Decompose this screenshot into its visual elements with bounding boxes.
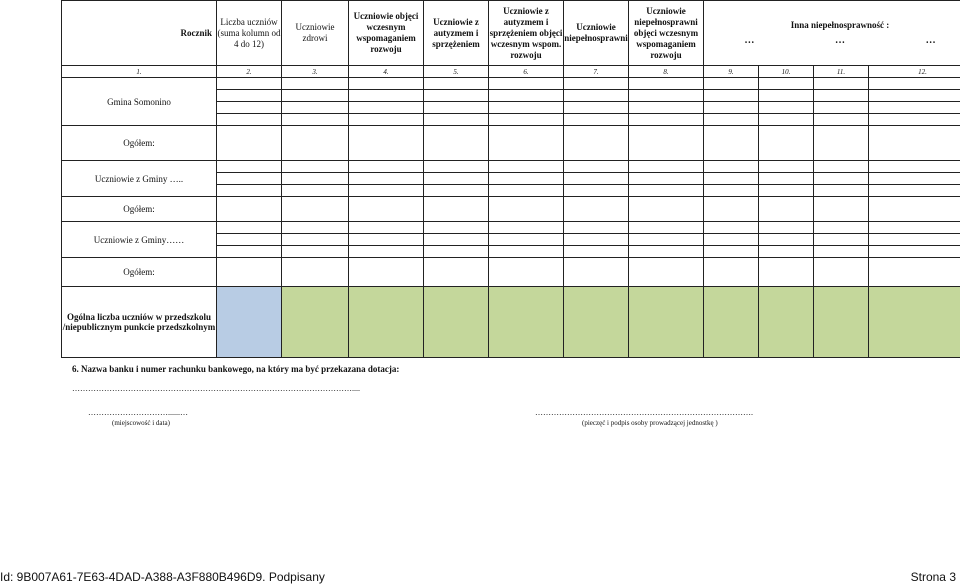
table-cell[interactable] bbox=[704, 197, 759, 222]
table-cell[interactable] bbox=[814, 161, 869, 173]
table-cell[interactable] bbox=[424, 126, 489, 161]
column-numbers-row bbox=[62, 66, 960, 78]
table-cell[interactable] bbox=[349, 114, 424, 126]
table-cell[interactable] bbox=[629, 197, 704, 222]
table-cell[interactable] bbox=[869, 258, 960, 287]
table-cell[interactable] bbox=[629, 126, 704, 161]
bank-dots: …………………………………………………………………………………………….... bbox=[72, 384, 360, 393]
table-cell[interactable] bbox=[564, 222, 629, 234]
signature-dots: ………………………………………………………………………. bbox=[535, 408, 753, 417]
table-cell[interactable] bbox=[349, 173, 424, 185]
table-cell[interactable] bbox=[424, 114, 489, 126]
table-cell[interactable] bbox=[349, 258, 424, 287]
header-rocznik: Rocznik bbox=[62, 1, 217, 66]
table-cell[interactable] bbox=[759, 78, 814, 90]
table-cell[interactable] bbox=[349, 246, 424, 258]
table-cell[interactable] bbox=[869, 246, 960, 258]
total-cell[interactable] bbox=[424, 287, 489, 358]
table-cell[interactable] bbox=[564, 126, 629, 161]
table-cell[interactable] bbox=[704, 102, 759, 114]
total-liczba-cell[interactable] bbox=[217, 287, 282, 358]
table-cell[interactable] bbox=[564, 234, 629, 246]
table-cell[interactable] bbox=[282, 90, 349, 102]
table-cell[interactable] bbox=[489, 173, 564, 185]
col-num: 5. bbox=[424, 66, 489, 78]
table-cell[interactable] bbox=[814, 246, 869, 258]
table-row bbox=[62, 161, 960, 173]
table-cell[interactable] bbox=[814, 185, 869, 197]
table-cell[interactable] bbox=[424, 78, 489, 90]
table-cell[interactable] bbox=[869, 185, 960, 197]
table-cell[interactable] bbox=[217, 90, 282, 102]
table-cell[interactable] bbox=[759, 102, 814, 114]
table-cell[interactable] bbox=[217, 246, 282, 258]
table-cell[interactable] bbox=[814, 126, 869, 161]
table-cell[interactable] bbox=[217, 102, 282, 114]
table-cell[interactable] bbox=[704, 114, 759, 126]
table-cell[interactable] bbox=[424, 258, 489, 287]
ogolem-label-2: Ogółem: bbox=[62, 197, 217, 222]
table-cell[interactable] bbox=[349, 222, 424, 234]
table-cell[interactable] bbox=[424, 246, 489, 258]
col-num: 11. bbox=[814, 66, 869, 78]
table-cell[interactable] bbox=[489, 114, 564, 126]
table-cell[interactable] bbox=[424, 222, 489, 234]
table-cell[interactable] bbox=[489, 258, 564, 287]
header-zdrowi: Uczniowie zdrowi bbox=[282, 1, 349, 66]
table-cell[interactable] bbox=[759, 246, 814, 258]
table-cell[interactable] bbox=[869, 102, 960, 114]
table-cell[interactable] bbox=[217, 161, 282, 173]
table-cell[interactable] bbox=[349, 78, 424, 90]
table-cell[interactable] bbox=[282, 222, 349, 234]
table-cell[interactable] bbox=[489, 222, 564, 234]
header-autyzm: Uczniowie z autyzmem i sprzężeniem bbox=[424, 1, 489, 66]
table-cell[interactable] bbox=[759, 90, 814, 102]
table-cell[interactable] bbox=[869, 234, 960, 246]
table-cell[interactable] bbox=[564, 173, 629, 185]
table-cell[interactable] bbox=[349, 185, 424, 197]
table-cell[interactable] bbox=[349, 234, 424, 246]
table-cell[interactable] bbox=[564, 161, 629, 173]
table-cell[interactable] bbox=[704, 90, 759, 102]
table-cell[interactable] bbox=[704, 126, 759, 161]
total-cell[interactable] bbox=[814, 287, 869, 358]
header-wwr: Uczniowie objęci wczesnym wspomaganiem rozwoju bbox=[349, 1, 424, 66]
table-cell[interactable] bbox=[814, 90, 869, 102]
table-cell[interactable] bbox=[282, 78, 349, 90]
table-cell[interactable] bbox=[424, 161, 489, 173]
table-cell[interactable] bbox=[564, 185, 629, 197]
table-row bbox=[62, 222, 960, 234]
table-cell[interactable] bbox=[564, 197, 629, 222]
table-cell[interactable] bbox=[489, 102, 564, 114]
table-cell[interactable] bbox=[629, 161, 704, 173]
table-row bbox=[62, 197, 960, 222]
table-cell[interactable] bbox=[759, 161, 814, 173]
ogolem-label-1: Ogółem: bbox=[62, 126, 217, 161]
table-row bbox=[62, 258, 960, 287]
table-cell[interactable] bbox=[869, 126, 960, 161]
total-cell[interactable] bbox=[489, 287, 564, 358]
table-cell[interactable] bbox=[869, 173, 960, 185]
total-row bbox=[62, 287, 960, 358]
table-cell[interactable] bbox=[704, 222, 759, 234]
total-label: Ogólna liczba uczniów w przedszkolu /niepublicznym punkcie przedszkolnym bbox=[62, 287, 217, 358]
inna-dot-2: … bbox=[835, 35, 845, 46]
document-id: Id: 9B007A61-7E63-4DAD-A388-A3F880B496D9. Podpisany bbox=[0, 570, 325, 584]
table-cell[interactable] bbox=[349, 197, 424, 222]
table-cell[interactable] bbox=[759, 222, 814, 234]
table-row bbox=[62, 78, 960, 90]
bank-label: 6. Nazwa banku i numer rachunku bankowego, na który ma być przekazana dotacja: bbox=[72, 364, 400, 374]
table-cell[interactable] bbox=[759, 185, 814, 197]
gmina-label: Gmina Somonino bbox=[62, 78, 217, 126]
table-cell[interactable] bbox=[869, 114, 960, 126]
col-num: 9. bbox=[704, 66, 759, 78]
table-cell[interactable] bbox=[869, 161, 960, 173]
table-cell[interactable] bbox=[629, 234, 704, 246]
header-row bbox=[62, 1, 960, 66]
table-cell[interactable] bbox=[424, 173, 489, 185]
table-cell[interactable] bbox=[282, 126, 349, 161]
place-date-dots: …………………………......… bbox=[88, 408, 188, 417]
table-cell[interactable] bbox=[349, 126, 424, 161]
header-inna bbox=[704, 1, 960, 66]
total-cell[interactable] bbox=[869, 287, 960, 358]
total-cell[interactable] bbox=[759, 287, 814, 358]
table-cell[interactable] bbox=[869, 78, 960, 90]
table-cell[interactable] bbox=[217, 258, 282, 287]
table-cell[interactable] bbox=[759, 126, 814, 161]
table-cell[interactable] bbox=[282, 114, 349, 126]
table-cell[interactable] bbox=[564, 258, 629, 287]
table-cell[interactable] bbox=[704, 78, 759, 90]
table-cell[interactable] bbox=[629, 185, 704, 197]
table-cell[interactable] bbox=[489, 78, 564, 90]
table-cell[interactable] bbox=[564, 90, 629, 102]
table-cell[interactable] bbox=[282, 173, 349, 185]
table-cell[interactable] bbox=[759, 234, 814, 246]
total-cell[interactable] bbox=[282, 287, 349, 358]
total-cell[interactable] bbox=[349, 287, 424, 358]
table-cell[interactable] bbox=[282, 234, 349, 246]
col-num: 4. bbox=[349, 66, 424, 78]
col-num: 10. bbox=[759, 66, 814, 78]
table-cell[interactable] bbox=[814, 258, 869, 287]
table-cell[interactable] bbox=[629, 78, 704, 90]
table-cell[interactable] bbox=[489, 126, 564, 161]
table-cell[interactable] bbox=[282, 102, 349, 114]
table-cell[interactable] bbox=[869, 222, 960, 234]
table-cell[interactable] bbox=[704, 185, 759, 197]
table-cell[interactable] bbox=[759, 197, 814, 222]
inna-dots bbox=[704, 35, 960, 46]
header-autyzm-wwr: Uczniowie z autyzmem i sprzężeniem objęci wczesnym wspom. rozwoju bbox=[489, 1, 564, 66]
uczniowie-gminy-label-1: Uczniowie z Gminy ….. bbox=[62, 161, 217, 197]
table-cell[interactable] bbox=[217, 173, 282, 185]
table-cell[interactable] bbox=[759, 258, 814, 287]
table-cell[interactable] bbox=[424, 185, 489, 197]
header-niepelno: Uczniowie niepełnosprawni bbox=[564, 1, 629, 66]
table-cell[interactable] bbox=[629, 246, 704, 258]
table-cell[interactable] bbox=[814, 78, 869, 90]
col-num: 12. bbox=[869, 66, 960, 78]
table-cell[interactable] bbox=[814, 173, 869, 185]
table-cell[interactable] bbox=[424, 234, 489, 246]
table-cell[interactable] bbox=[282, 185, 349, 197]
table-cell[interactable] bbox=[217, 114, 282, 126]
table-cell[interactable] bbox=[564, 246, 629, 258]
table-cell[interactable] bbox=[704, 161, 759, 173]
col-num: 8. bbox=[629, 66, 704, 78]
signature-caption: (pieczęć i podpis osoby prowadzącej jednostkę ) bbox=[582, 419, 718, 427]
inna-dot-1: … bbox=[744, 35, 755, 46]
table-cell[interactable] bbox=[629, 102, 704, 114]
table-cell[interactable] bbox=[704, 246, 759, 258]
table-cell[interactable] bbox=[349, 102, 424, 114]
col-num: 7. bbox=[564, 66, 629, 78]
table-cell[interactable] bbox=[629, 173, 704, 185]
table-cell[interactable] bbox=[424, 197, 489, 222]
table-cell[interactable] bbox=[282, 161, 349, 173]
table-cell[interactable] bbox=[704, 258, 759, 287]
table-cell[interactable] bbox=[424, 90, 489, 102]
ogolem-label-3: Ogółem: bbox=[62, 258, 217, 287]
total-cell[interactable] bbox=[564, 287, 629, 358]
col-num: 2. bbox=[217, 66, 282, 78]
table-cell[interactable] bbox=[489, 161, 564, 173]
table-cell[interactable] bbox=[869, 197, 960, 222]
table-cell[interactable] bbox=[814, 114, 869, 126]
table-cell[interactable] bbox=[217, 185, 282, 197]
table-cell[interactable] bbox=[217, 126, 282, 161]
table-cell[interactable] bbox=[282, 246, 349, 258]
table-cell[interactable] bbox=[217, 234, 282, 246]
table-cell[interactable] bbox=[217, 78, 282, 90]
table-cell[interactable] bbox=[217, 197, 282, 222]
inna-dot-3: … bbox=[925, 35, 936, 46]
table-cell[interactable] bbox=[759, 114, 814, 126]
table-cell[interactable] bbox=[349, 90, 424, 102]
table-cell[interactable] bbox=[814, 234, 869, 246]
table-cell[interactable] bbox=[564, 78, 629, 90]
table-cell[interactable] bbox=[349, 161, 424, 173]
table-cell[interactable] bbox=[489, 197, 564, 222]
uczniowie-gminy-label-2: Uczniowie z Gminy…… bbox=[62, 222, 217, 258]
total-cell[interactable] bbox=[704, 287, 759, 358]
table-cell[interactable] bbox=[564, 102, 629, 114]
table-cell[interactable] bbox=[489, 234, 564, 246]
data-table bbox=[61, 0, 960, 358]
table-cell[interactable] bbox=[629, 90, 704, 102]
table-cell[interactable] bbox=[869, 90, 960, 102]
table-cell[interactable] bbox=[704, 234, 759, 246]
table-cell[interactable] bbox=[629, 114, 704, 126]
table-cell[interactable] bbox=[629, 258, 704, 287]
col-num: 1. bbox=[62, 66, 217, 78]
table-cell[interactable] bbox=[759, 173, 814, 185]
table-cell[interactable] bbox=[489, 185, 564, 197]
header-niepelno-wwr: Uczniowie niepełnosprawni objęci wczesnym wspomaganiem rozwoju bbox=[629, 1, 704, 66]
col-num: 3. bbox=[282, 66, 349, 78]
total-cell[interactable] bbox=[629, 287, 704, 358]
inna-title: Inna niepełnosprawność : bbox=[790, 20, 890, 30]
table-cell[interactable] bbox=[424, 102, 489, 114]
table-cell[interactable] bbox=[282, 258, 349, 287]
table-row bbox=[62, 126, 960, 161]
table-cell[interactable] bbox=[489, 90, 564, 102]
table-cell[interactable] bbox=[217, 222, 282, 234]
place-date-caption: (miejscowość i data) bbox=[112, 419, 170, 427]
table-cell[interactable] bbox=[814, 197, 869, 222]
table-cell[interactable] bbox=[814, 102, 869, 114]
header-liczba: Liczba uczniów (suma kolumn od 4 do 12) bbox=[217, 1, 282, 66]
table-cell[interactable] bbox=[629, 222, 704, 234]
table-cell[interactable] bbox=[282, 197, 349, 222]
table-cell[interactable] bbox=[814, 222, 869, 234]
page-number: Strona 3 bbox=[910, 570, 956, 584]
col-num: 6. bbox=[489, 66, 564, 78]
table-cell[interactable] bbox=[564, 114, 629, 126]
table-cell[interactable] bbox=[489, 246, 564, 258]
table-cell[interactable] bbox=[704, 173, 759, 185]
